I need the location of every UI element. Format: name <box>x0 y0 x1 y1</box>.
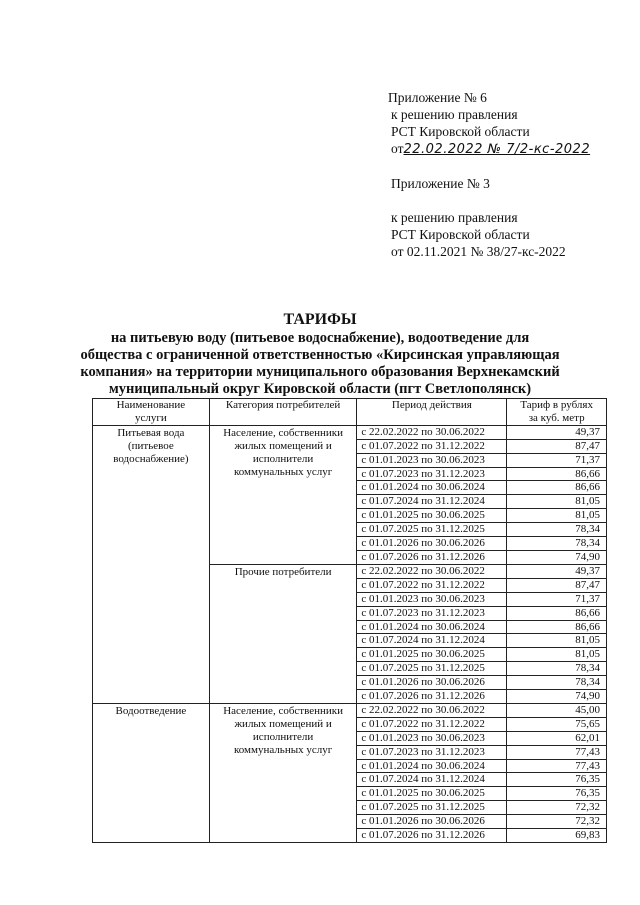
annex-3-block <box>391 175 566 260</box>
tariff-cell: 49,37 <box>507 564 607 578</box>
header-category: Категория потребителей <box>209 399 357 426</box>
period-cell: с 22.02.2022 по 30.06.2022 <box>357 425 507 439</box>
tariff-cell: 87,47 <box>507 578 607 592</box>
consumer-category-line: жилых помещений и <box>234 717 332 730</box>
tariff-cell: 81,05 <box>507 495 607 509</box>
annex-6-authority: РСТ Кировской области <box>391 124 530 139</box>
tariff-cell: 62,01 <box>507 731 607 745</box>
period-cell: с 01.07.2026 по 31.12.2026 <box>357 829 507 843</box>
annex-3-authority: РСТ Кировской области <box>391 227 530 242</box>
annex-3-decision: к решению правления <box>391 210 518 225</box>
consumer-category-cell <box>209 703 357 842</box>
consumer-category-line: Население, собственники <box>223 426 344 439</box>
tariff-cell: 74,90 <box>507 690 607 704</box>
consumer-category-cell <box>209 425 357 564</box>
header-service <box>93 399 210 426</box>
tariff-cell: 71,37 <box>507 453 607 467</box>
document-title-block <box>80 311 560 398</box>
tariff-cell: 81,05 <box>507 648 607 662</box>
table-header-row <box>93 399 607 426</box>
tariff-table <box>92 398 607 843</box>
tariff-cell: 69,83 <box>507 829 607 843</box>
period-cell: с 01.07.2026 по 31.12.2026 <box>357 690 507 704</box>
annex-6-date-prefix: от <box>391 141 404 156</box>
period-cell: с 01.07.2023 по 31.12.2023 <box>357 745 507 759</box>
tariff-cell: 72,32 <box>507 815 607 829</box>
period-cell: с 01.07.2024 по 31.12.2024 <box>357 634 507 648</box>
period-cell: с 01.01.2023 по 30.06.2023 <box>357 592 507 606</box>
consumer-category-line: исполнители <box>252 730 314 743</box>
tariff-cell: 77,43 <box>507 759 607 773</box>
tariff-cell: 49,37 <box>507 425 607 439</box>
period-cell: с 22.02.2022 по 30.06.2022 <box>357 703 507 717</box>
period-cell: с 01.07.2026 по 31.12.2026 <box>357 550 507 564</box>
service-name-cell <box>93 703 210 842</box>
header-service-line-2: услуги <box>135 411 167 424</box>
period-cell: с 01.01.2024 по 30.06.2024 <box>357 481 507 495</box>
service-name-line: (питьевое <box>128 439 174 452</box>
tariff-cell: 78,34 <box>507 537 607 551</box>
annex-6-date-line <box>388 140 590 158</box>
tariff-cell: 78,34 <box>507 662 607 676</box>
annex-6-title: Приложение № 6 <box>388 90 487 105</box>
consumer-category-line: коммунальных услуг <box>233 465 333 478</box>
tariff-cell: 76,35 <box>507 773 607 787</box>
title-line-2: общества с ограниченной ответственностью «Кирсинская управляющая <box>80 347 560 363</box>
table-row <box>93 425 607 439</box>
period-cell: с 01.07.2024 по 31.12.2024 <box>357 773 507 787</box>
consumer-category-line: Прочие потребители <box>234 565 332 578</box>
tariff-cell: 71,37 <box>507 592 607 606</box>
service-name-line: Водоотведение <box>115 704 187 717</box>
service-name-line: Питьевая вода <box>117 426 185 439</box>
table-row <box>93 703 607 717</box>
period-cell: с 01.01.2024 по 30.06.2024 <box>357 620 507 634</box>
header-period: Период действия <box>357 399 507 426</box>
tariff-cell: 76,35 <box>507 787 607 801</box>
handwritten-date-number: 22.02.2022 № 7/2-кс-2022 <box>403 142 591 157</box>
period-cell: с 22.02.2022 по 30.06.2022 <box>357 564 507 578</box>
tariff-cell: 75,65 <box>507 717 607 731</box>
period-cell: с 01.01.2026 по 30.06.2026 <box>357 815 507 829</box>
title-line-3: компания» на территории муниципального образования Верхнекамский <box>80 364 560 380</box>
title-line-4: муниципальный округ Кировской области (пгт Светлополянск) <box>108 381 532 397</box>
consumer-category-line: коммунальных услуг <box>233 743 333 756</box>
table-body <box>93 425 607 842</box>
period-cell: с 01.07.2022 по 31.12.2022 <box>357 717 507 731</box>
consumer-category-cell <box>209 564 357 703</box>
period-cell: с 01.07.2023 по 31.12.2023 <box>357 606 507 620</box>
period-cell: с 01.01.2025 по 30.06.2025 <box>357 787 507 801</box>
header-tariff <box>507 399 607 426</box>
header-service-line-1: Наименование <box>116 399 186 411</box>
period-cell: с 01.07.2025 по 31.12.2025 <box>357 662 507 676</box>
period-cell: с 01.07.2022 по 31.12.2022 <box>357 439 507 453</box>
period-cell: с 01.01.2026 по 30.06.2026 <box>357 537 507 551</box>
service-name-line: водоснабжение) <box>113 452 189 465</box>
document-title: ТАРИФЫ <box>283 311 357 328</box>
period-cell: с 01.07.2023 по 31.12.2023 <box>357 467 507 481</box>
consumer-category-line: Население, собственники <box>223 704 344 717</box>
annex-3-date-line: от 02.11.2021 № 38/27-кс-2022 <box>391 244 566 259</box>
tariff-cell: 78,34 <box>507 676 607 690</box>
annex-6-block <box>388 89 590 158</box>
tariff-cell: 45,00 <box>507 703 607 717</box>
period-cell: с 01.01.2025 по 30.06.2025 <box>357 648 507 662</box>
period-cell: с 01.07.2024 по 31.12.2024 <box>357 495 507 509</box>
tariff-cell: 87,47 <box>507 439 607 453</box>
period-cell: с 01.01.2024 по 30.06.2024 <box>357 759 507 773</box>
header-tariff-line-1: Тариф в рублях <box>520 399 593 411</box>
tariff-cell: 86,66 <box>507 620 607 634</box>
period-cell: с 01.01.2026 по 30.06.2026 <box>357 676 507 690</box>
tariff-cell: 72,32 <box>507 801 607 815</box>
tariff-cell: 86,66 <box>507 467 607 481</box>
annex-3-title: Приложение № 3 <box>391 176 490 191</box>
tariff-cell: 77,43 <box>507 745 607 759</box>
tariff-cell: 81,05 <box>507 509 607 523</box>
period-cell: с 01.07.2022 по 31.12.2022 <box>357 578 507 592</box>
tariff-cell: 86,66 <box>507 481 607 495</box>
period-cell: с 01.01.2023 по 30.06.2023 <box>357 453 507 467</box>
consumer-category-line: жилых помещений и <box>234 439 332 452</box>
title-line-1: на питьевую воду (питьевое водоснабжение), водоотведение для <box>110 330 530 346</box>
tariff-cell: 74,90 <box>507 550 607 564</box>
tariff-cell: 78,34 <box>507 523 607 537</box>
period-cell: с 01.07.2025 по 31.12.2025 <box>357 801 507 815</box>
annex-6-decision: к решению правления <box>391 107 518 122</box>
period-cell: с 01.07.2025 по 31.12.2025 <box>357 523 507 537</box>
period-cell: с 01.01.2025 по 30.06.2025 <box>357 509 507 523</box>
tariff-cell: 81,05 <box>507 634 607 648</box>
service-name-cell <box>93 425 210 703</box>
header-tariff-line-2: за куб. метр <box>528 411 585 424</box>
tariff-cell: 86,66 <box>507 606 607 620</box>
period-cell: с 01.01.2023 по 30.06.2023 <box>357 731 507 745</box>
consumer-category-line: исполнители <box>252 452 314 465</box>
